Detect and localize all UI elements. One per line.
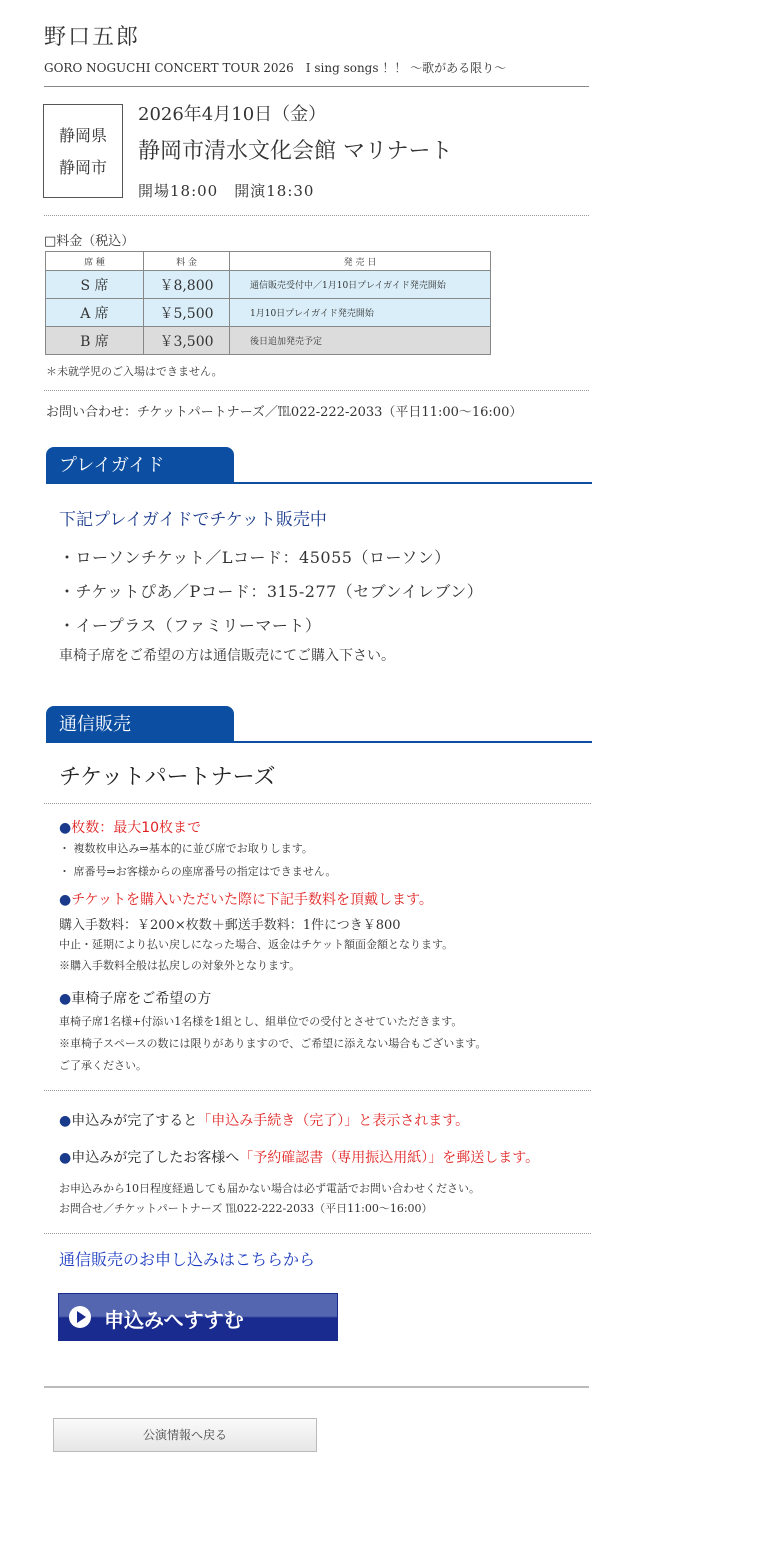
wheelchair-note: ※車椅子スペースの数には限りがありますので、ご希望に添えない場合もございます。: [59, 1037, 487, 1050]
complete-note-1-prefix: 申込みが完了すると: [71, 1113, 198, 1129]
section-rule: [46, 741, 592, 743]
bullet-icon: ●: [59, 1113, 72, 1129]
contact-info: お問い合わせ：チケットパートナーズ／℡022-222-2033（平日11:00～16:00）: [46, 405, 523, 420]
fee-note: 中止・延期により払い戻しになった場合、返金はチケット額面金額となります。: [59, 938, 454, 951]
seat-type: S 席: [46, 271, 144, 299]
mailorder-title: チケットパートナーズ: [59, 765, 276, 790]
fee-line: 購入手数料：￥200×枚数＋郵送手数料：1件につき￥800: [59, 918, 401, 933]
bullet-icon: ●: [59, 991, 72, 1007]
divider: [44, 86, 589, 87]
seat-price: ￥8,800: [144, 271, 230, 299]
header-seat: 席 種: [46, 252, 144, 271]
playguide-tab: プレイガイド: [46, 447, 234, 483]
mailorder-section-header: [46, 706, 592, 743]
fee-note: ※購入手数料全般は払戻しの対象外となります。: [59, 959, 301, 972]
divider: [44, 803, 591, 804]
playguide-item-lawson: ・ローソンチケット／Lコード：45055（ローソン）: [59, 548, 451, 567]
limit-heading: [59, 817, 201, 837]
table-row: [46, 299, 491, 327]
seat-price: ￥5,500: [144, 299, 230, 327]
complete-note-1: [59, 1110, 469, 1130]
prefecture: 静岡県: [58, 126, 107, 145]
wheelchair-note: 車椅子席1名様+付添い1名様を1組とし、組単位での受付とさせていただきます。: [59, 1015, 463, 1028]
price-title: □料金（税込）: [44, 234, 135, 249]
apply-link[interactable]: 通信販売のお申し込みはこちらから: [59, 1250, 316, 1269]
after-note: お問合せ／チケットパートナーズ ℡022-222-2033（平日11:00～16:00）: [59, 1202, 433, 1215]
play-arrow-icon: [69, 1306, 91, 1328]
sale-note: 通信販売受付中／1月10日プレイガイド発売開始: [230, 271, 491, 299]
playguide-wheelchair-note: 車椅子席をご希望の方は通信販売にてご購入下さい。: [59, 648, 395, 664]
complete-note-1-highlight: 「申込み手続き（完了）」と表示されます。: [197, 1113, 470, 1129]
event-times: 開場18:00 開演18:30: [138, 182, 315, 200]
bullet-icon: ●: [59, 892, 72, 908]
table-row: [46, 327, 491, 355]
divider: [44, 390, 589, 391]
playguide-item-pia: ・チケットぴあ／Pコード：315-277（セブンイレブン）: [59, 582, 484, 601]
price-table: [45, 251, 491, 355]
mailorder-tab: 通信販売: [46, 706, 234, 742]
divider: [44, 215, 589, 216]
wheelchair-heading: [59, 988, 211, 1008]
artist-name: 野口五郎: [44, 25, 141, 50]
city: 静岡市: [58, 158, 107, 177]
event-venue: 静岡市清水文化会館 マリナート: [138, 139, 453, 164]
playguide-item-eplus: ・イープラス（ファミリーマート）: [59, 616, 322, 635]
divider: [44, 1233, 591, 1234]
seat-price: ￥3,500: [144, 327, 230, 355]
apply-button-label: 申込みへすすむ: [104, 1308, 244, 1332]
divider: [44, 1090, 591, 1091]
playguide-section-header: [46, 447, 592, 484]
tour-title: GORO NOGUCHI CONCERT TOUR 2026 I sing songs ！！ ～歌がある限り～: [44, 61, 507, 75]
bullet-icon: ●: [59, 1150, 72, 1166]
back-to-performance-button[interactable]: 公演情報へ戻る: [53, 1418, 317, 1452]
complete-note-2-highlight: 「予約確認書（専用振込用紙）」を郵送します。: [239, 1150, 540, 1166]
header-sale-date: 発 売 日: [230, 252, 491, 271]
fee-heading: [59, 889, 433, 909]
event-date: 2026年4月10日（金）: [138, 104, 327, 125]
wheelchair-note: ご了承ください。: [59, 1059, 147, 1072]
age-note: ＊未就学児のご入場はできません。: [46, 365, 223, 378]
complete-note-2: [59, 1147, 539, 1167]
complete-note-2-prefix: 申込みが完了したお客様へ: [71, 1150, 240, 1166]
header-price: 料 金: [144, 252, 230, 271]
limit-note: ・ 席番号⇒お客様からの座席番号の指定はできません。: [59, 865, 337, 878]
divider: [44, 1386, 589, 1388]
section-rule: [46, 482, 592, 484]
sale-note: 後日追加発売予定: [230, 327, 491, 355]
playguide-title: 下記プレイガイドでチケット販売中: [59, 510, 327, 530]
table-row: [46, 271, 491, 299]
seat-type: B 席: [46, 327, 144, 355]
seat-type: A 席: [46, 299, 144, 327]
limit-note: ・ 複数枚申込み⇒基本的に並び席でお取りします。: [59, 842, 313, 855]
location-box: [43, 104, 123, 198]
fee-heading-text: チケットを購入いただいた際に下記手数料を頂戴します。: [71, 892, 433, 908]
bullet-icon: ●: [59, 820, 72, 836]
limit-heading-text: 枚数：最大10枚まで: [71, 820, 202, 836]
apply-button[interactable]: [58, 1293, 338, 1341]
sale-note: 1月10日プレイガイド発売開始: [230, 299, 491, 327]
after-note: お申込みから10日程度経過しても届かない場合は必ず電話でお問い合わせください。: [59, 1182, 480, 1195]
wheelchair-heading-text: 車椅子席をご希望の方: [71, 991, 212, 1007]
